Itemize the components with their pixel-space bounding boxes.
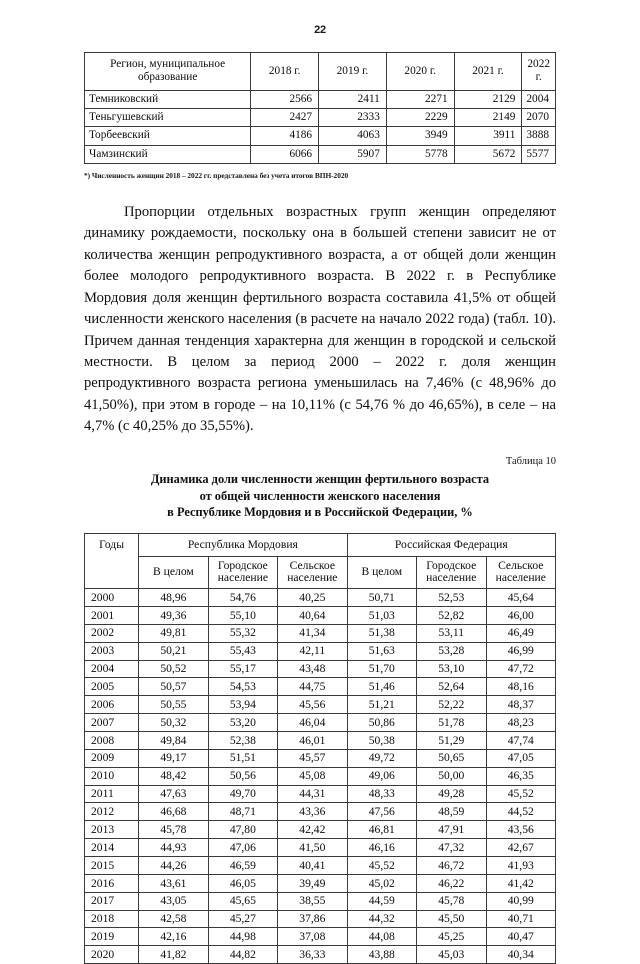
fertility-cell: 55,43 bbox=[208, 642, 277, 660]
fertility-cell: 48,16 bbox=[486, 678, 556, 696]
region-value: 2271 bbox=[386, 90, 454, 108]
fertility-cell: 50,65 bbox=[417, 749, 486, 767]
region-value: 5778 bbox=[386, 145, 454, 163]
fertility-cell: 45,56 bbox=[278, 696, 347, 714]
fertility-row-year: 2009 bbox=[85, 749, 139, 767]
fertility-row-year: 2016 bbox=[85, 874, 139, 892]
fertility-cell: 50,21 bbox=[139, 642, 208, 660]
table-row bbox=[85, 624, 556, 642]
fertility-subheader-russia-rural: Сельское население bbox=[486, 556, 556, 589]
fertility-cell: 47,05 bbox=[486, 749, 556, 767]
page-content bbox=[84, 52, 556, 964]
fertility-cell: 45,78 bbox=[417, 892, 486, 910]
fertility-cell: 44,82 bbox=[208, 946, 277, 964]
fertility-row-year: 2017 bbox=[85, 892, 139, 910]
fertility-cell: 54,53 bbox=[208, 678, 277, 696]
fertility-cell: 43,36 bbox=[278, 803, 347, 821]
table-row bbox=[85, 749, 556, 767]
fertility-cell: 45,78 bbox=[139, 821, 208, 839]
table-row bbox=[85, 678, 556, 696]
region-value: 4186 bbox=[251, 127, 319, 145]
fertility-cell: 48,71 bbox=[208, 803, 277, 821]
fertility-row-year: 2002 bbox=[85, 624, 139, 642]
table-row bbox=[85, 857, 556, 875]
fertility-cell: 49,36 bbox=[139, 607, 208, 625]
fertility-cell: 51,46 bbox=[347, 678, 416, 696]
fertility-cell: 48,59 bbox=[417, 803, 486, 821]
fertility-cell: 45,52 bbox=[486, 785, 556, 803]
body-paragraph: Пропорции отдельных возрастных групп женщин определяют динамику рождаемости, поскольку она в большей степени зависит не от количества женщин репродуктивного возраста, а от общей доли женщин более молодого репродуктивного возраста. В 2022 г. в Республике Мордовия доля женщин фертильного возраста составила 41,5% от общей численности женского населения (в расчете на начало 2022 года) (табл. 10). Причем данная тенденция характерна для женщин в городской и сельской местности. В целом за период 2000 – 2022 г. доля женщин репродуктивного возраста региона уменьшилась на 7,46% (с 48,96% до 41,50%), при этом в городе – на 10,11% (с 54,76 % до 46,65%), в селе – на 4,7% (с 40,25% до 35,55%). bbox=[84, 203, 556, 435]
fertility-cell: 46,81 bbox=[347, 821, 416, 839]
table-row bbox=[85, 714, 556, 732]
fertility-cell: 50,32 bbox=[139, 714, 208, 732]
fertility-cell: 49,70 bbox=[208, 785, 277, 803]
fertility-row-year: 2011 bbox=[85, 785, 139, 803]
fertility-cell: 47,63 bbox=[139, 785, 208, 803]
region-value: 5577 bbox=[522, 145, 556, 163]
fertility-cell: 43,61 bbox=[139, 874, 208, 892]
table-row bbox=[85, 946, 556, 964]
fertility-cell: 37,08 bbox=[278, 928, 347, 946]
fertility-cell: 51,21 bbox=[347, 696, 416, 714]
fertility-cell: 46,05 bbox=[208, 874, 277, 892]
fertility-cell: 46,35 bbox=[486, 767, 556, 785]
fertility-cell: 45,50 bbox=[417, 910, 486, 928]
caption-line-3: в Республике Мордовия и в Российской Федерации, % bbox=[167, 505, 473, 520]
region-value: 2070 bbox=[522, 108, 556, 126]
fertility-cell: 47,74 bbox=[486, 732, 556, 750]
fertility-cell: 43,56 bbox=[486, 821, 556, 839]
fertility-cell: 40,47 bbox=[486, 928, 556, 946]
fertility-cell: 46,01 bbox=[278, 732, 347, 750]
fertility-cell: 51,29 bbox=[417, 732, 486, 750]
fertility-cell: 50,71 bbox=[347, 589, 416, 607]
fertility-cell: 51,51 bbox=[208, 749, 277, 767]
fertility-table-caption bbox=[84, 471, 556, 521]
region-value: 6066 bbox=[251, 145, 319, 163]
fertility-row-year: 2001 bbox=[85, 607, 139, 625]
fertility-cell: 42,16 bbox=[139, 928, 208, 946]
region-name: Торбеевский bbox=[85, 127, 251, 145]
region-value: 2427 bbox=[251, 108, 319, 126]
fertility-table bbox=[84, 533, 556, 964]
fertility-cell: 51,38 bbox=[347, 624, 416, 642]
fertility-col-header-years: Годы bbox=[85, 533, 139, 588]
fertility-cell: 48,42 bbox=[139, 767, 208, 785]
table-number-label: Таблица 10 bbox=[505, 455, 556, 467]
fertility-cell: 43,05 bbox=[139, 892, 208, 910]
fertility-cell: 48,23 bbox=[486, 714, 556, 732]
fertility-cell: 42,67 bbox=[486, 839, 556, 857]
fertility-cell: 41,82 bbox=[139, 946, 208, 964]
fertility-cell: 46,99 bbox=[486, 642, 556, 660]
table-row bbox=[85, 642, 556, 660]
fertility-cell: 47,32 bbox=[417, 839, 486, 857]
fertility-cell: 49,84 bbox=[139, 732, 208, 750]
region-value: 2129 bbox=[454, 90, 522, 108]
fertility-cell: 50,86 bbox=[347, 714, 416, 732]
region-value: 5907 bbox=[319, 145, 387, 163]
page-number: 22 bbox=[314, 24, 326, 36]
fertility-row-year: 2005 bbox=[85, 678, 139, 696]
fertility-cell: 53,11 bbox=[417, 624, 486, 642]
region-value: 3949 bbox=[386, 127, 454, 145]
table-row bbox=[85, 145, 556, 163]
region-value: 2229 bbox=[386, 108, 454, 126]
fertility-header-row-subcolumns bbox=[85, 556, 556, 589]
fertility-cell: 49,06 bbox=[347, 767, 416, 785]
fertility-cell: 46,16 bbox=[347, 839, 416, 857]
fertility-cell: 50,38 bbox=[347, 732, 416, 750]
fertility-cell: 47,80 bbox=[208, 821, 277, 839]
fertility-cell: 50,52 bbox=[139, 660, 208, 678]
fertility-cell: 44,31 bbox=[278, 785, 347, 803]
fertility-cell: 40,64 bbox=[278, 607, 347, 625]
regions-table-header-row bbox=[85, 53, 556, 91]
fertility-cell: 45,52 bbox=[347, 857, 416, 875]
table-row bbox=[85, 696, 556, 714]
fertility-cell: 50,56 bbox=[208, 767, 277, 785]
fertility-cell: 49,81 bbox=[139, 624, 208, 642]
fertility-cell: 48,33 bbox=[347, 785, 416, 803]
table-row bbox=[85, 874, 556, 892]
fertility-cell: 42,42 bbox=[278, 821, 347, 839]
fertility-cell: 53,20 bbox=[208, 714, 277, 732]
fertility-cell: 45,02 bbox=[347, 874, 416, 892]
fertility-header-row-groups bbox=[85, 533, 556, 556]
fertility-cell: 49,72 bbox=[347, 749, 416, 767]
fertility-cell: 44,93 bbox=[139, 839, 208, 857]
fertility-subheader-mordovia-urban: Городское население bbox=[208, 556, 277, 589]
fertility-cell: 43,88 bbox=[347, 946, 416, 964]
region-value: 2004 bbox=[522, 90, 556, 108]
table-row bbox=[85, 90, 556, 108]
table-row bbox=[85, 732, 556, 750]
fertility-cell: 44,52 bbox=[486, 803, 556, 821]
fertility-cell: 45,27 bbox=[208, 910, 277, 928]
region-value: 4063 bbox=[319, 127, 387, 145]
fertility-cell: 44,98 bbox=[208, 928, 277, 946]
table-row bbox=[85, 767, 556, 785]
fertility-cell: 49,17 bbox=[139, 749, 208, 767]
fertility-cell: 55,10 bbox=[208, 607, 277, 625]
fertility-cell: 46,04 bbox=[278, 714, 347, 732]
fertility-cell: 45,57 bbox=[278, 749, 347, 767]
fertility-cell: 45,65 bbox=[208, 892, 277, 910]
regions-table bbox=[84, 52, 556, 164]
table-row bbox=[85, 108, 556, 126]
fertility-group-header-russia: Российская Федерация bbox=[347, 533, 555, 556]
fertility-cell: 46,68 bbox=[139, 803, 208, 821]
fertility-cell: 44,08 bbox=[347, 928, 416, 946]
fertility-group-header-mordovia: Республика Мордовия bbox=[139, 533, 347, 556]
fertility-cell: 51,70 bbox=[347, 660, 416, 678]
fertility-row-year: 2007 bbox=[85, 714, 139, 732]
fertility-cell: 39,49 bbox=[278, 874, 347, 892]
fertility-cell: 45,08 bbox=[278, 767, 347, 785]
fertility-cell: 36,33 bbox=[278, 946, 347, 964]
fertility-cell: 51,78 bbox=[417, 714, 486, 732]
fertility-cell: 51,63 bbox=[347, 642, 416, 660]
fertility-subheader-russia-urban: Городское население bbox=[417, 556, 486, 589]
fertility-cell: 52,22 bbox=[417, 696, 486, 714]
fertility-cell: 53,28 bbox=[417, 642, 486, 660]
table-row bbox=[85, 785, 556, 803]
fertility-cell: 41,34 bbox=[278, 624, 347, 642]
fertility-cell: 46,22 bbox=[417, 874, 486, 892]
table-row bbox=[85, 928, 556, 946]
caption-line-1: Динамика доли численности женщин фертильного возраста bbox=[150, 471, 490, 486]
fertility-row-year: 2015 bbox=[85, 857, 139, 875]
fertility-cell: 50,57 bbox=[139, 678, 208, 696]
fertility-cell: 43,48 bbox=[278, 660, 347, 678]
fertility-cell: 38,55 bbox=[278, 892, 347, 910]
fertility-cell: 45,64 bbox=[486, 589, 556, 607]
table-row bbox=[85, 821, 556, 839]
fertility-subheader-russia-total: В целом bbox=[347, 556, 416, 589]
region-value: 3911 bbox=[454, 127, 522, 145]
fertility-cell: 42,58 bbox=[139, 910, 208, 928]
fertility-cell: 44,59 bbox=[347, 892, 416, 910]
table-row bbox=[85, 127, 556, 145]
fertility-row-year: 2003 bbox=[85, 642, 139, 660]
region-name: Темниковский bbox=[85, 90, 251, 108]
regions-col-header-name: Регион, муниципальное образование bbox=[85, 53, 251, 91]
fertility-cell: 51,03 bbox=[347, 607, 416, 625]
table-row bbox=[85, 607, 556, 625]
table-row bbox=[85, 839, 556, 857]
table-row bbox=[85, 892, 556, 910]
fertility-cell: 37,86 bbox=[278, 910, 347, 928]
fertility-cell: 52,82 bbox=[417, 607, 486, 625]
fertility-row-year: 2004 bbox=[85, 660, 139, 678]
fertility-cell: 55,32 bbox=[208, 624, 277, 642]
fertility-cell: 53,94 bbox=[208, 696, 277, 714]
fertility-cell: 42,11 bbox=[278, 642, 347, 660]
regions-col-header-2018: 2018 г. bbox=[251, 53, 319, 91]
region-value: 2149 bbox=[454, 108, 522, 126]
fertility-subheader-mordovia-rural: Сельское население bbox=[278, 556, 347, 589]
table-row bbox=[85, 589, 556, 607]
region-value: 3888 bbox=[522, 127, 556, 145]
fertility-cell: 40,34 bbox=[486, 946, 556, 964]
fertility-cell: 54,76 bbox=[208, 589, 277, 607]
region-name: Теньгушевский bbox=[85, 108, 251, 126]
fertility-row-year: 2010 bbox=[85, 767, 139, 785]
fertility-cell: 46,72 bbox=[417, 857, 486, 875]
fertility-cell: 45,25 bbox=[417, 928, 486, 946]
fertility-cell: 40,25 bbox=[278, 589, 347, 607]
regions-col-header-2020: 2020 г. bbox=[386, 53, 454, 91]
fertility-cell: 47,06 bbox=[208, 839, 277, 857]
fertility-cell: 52,38 bbox=[208, 732, 277, 750]
fertility-row-year: 2000 bbox=[85, 589, 139, 607]
fertility-cell: 46,49 bbox=[486, 624, 556, 642]
fertility-cell: 47,72 bbox=[486, 660, 556, 678]
fertility-cell: 47,56 bbox=[347, 803, 416, 821]
fertility-cell: 55,17 bbox=[208, 660, 277, 678]
fertility-cell: 45,03 bbox=[417, 946, 486, 964]
fertility-cell: 48,96 bbox=[139, 589, 208, 607]
fertility-row-year: 2012 bbox=[85, 803, 139, 821]
regions-col-header-2021: 2021 г. bbox=[454, 53, 522, 91]
fertility-cell: 40,99 bbox=[486, 892, 556, 910]
fertility-cell: 48,37 bbox=[486, 696, 556, 714]
fertility-row-year: 2019 bbox=[85, 928, 139, 946]
table-row bbox=[85, 660, 556, 678]
caption-line-2: от общей численности женского населения bbox=[199, 488, 441, 503]
fertility-cell: 44,75 bbox=[278, 678, 347, 696]
fertility-cell: 52,53 bbox=[417, 589, 486, 607]
fertility-row-year: 2006 bbox=[85, 696, 139, 714]
fertility-cell: 46,00 bbox=[486, 607, 556, 625]
table-row bbox=[85, 910, 556, 928]
fertility-cell: 50,00 bbox=[417, 767, 486, 785]
fertility-cell: 53,10 bbox=[417, 660, 486, 678]
fertility-cell: 47,91 bbox=[417, 821, 486, 839]
fertility-table-body bbox=[85, 589, 556, 964]
fertility-row-year: 2020 bbox=[85, 946, 139, 964]
region-name: Чамзинский bbox=[85, 145, 251, 163]
regions-col-header-2019: 2019 г. bbox=[319, 53, 387, 91]
fertility-cell: 52,64 bbox=[417, 678, 486, 696]
fertility-cell: 41,93 bbox=[486, 857, 556, 875]
fertility-cell: 44,26 bbox=[139, 857, 208, 875]
regions-col-header-2022: 2022 г. bbox=[522, 53, 556, 91]
fertility-cell: 40,71 bbox=[486, 910, 556, 928]
region-value: 5672 bbox=[454, 145, 522, 163]
fertility-row-year: 2018 bbox=[85, 910, 139, 928]
fertility-row-year: 2014 bbox=[85, 839, 139, 857]
region-value: 2333 bbox=[319, 108, 387, 126]
fertility-cell: 41,42 bbox=[486, 874, 556, 892]
region-value: 2411 bbox=[319, 90, 387, 108]
regions-table-footnote: *) Численность женщин 2018 – 2022 гг. представлена без учета итогов ВПН-2020 bbox=[84, 170, 349, 180]
region-value: 2566 bbox=[251, 90, 319, 108]
fertility-cell: 50,55 bbox=[139, 696, 208, 714]
fertility-cell: 49,28 bbox=[417, 785, 486, 803]
fertility-cell: 44,32 bbox=[347, 910, 416, 928]
fertility-row-year: 2008 bbox=[85, 732, 139, 750]
fertility-cell: 40,41 bbox=[278, 857, 347, 875]
table-row bbox=[85, 803, 556, 821]
fertility-row-year: 2013 bbox=[85, 821, 139, 839]
fertility-subheader-mordovia-total: В целом bbox=[139, 556, 208, 589]
fertility-cell: 46,59 bbox=[208, 857, 277, 875]
fertility-cell: 41,50 bbox=[278, 839, 347, 857]
